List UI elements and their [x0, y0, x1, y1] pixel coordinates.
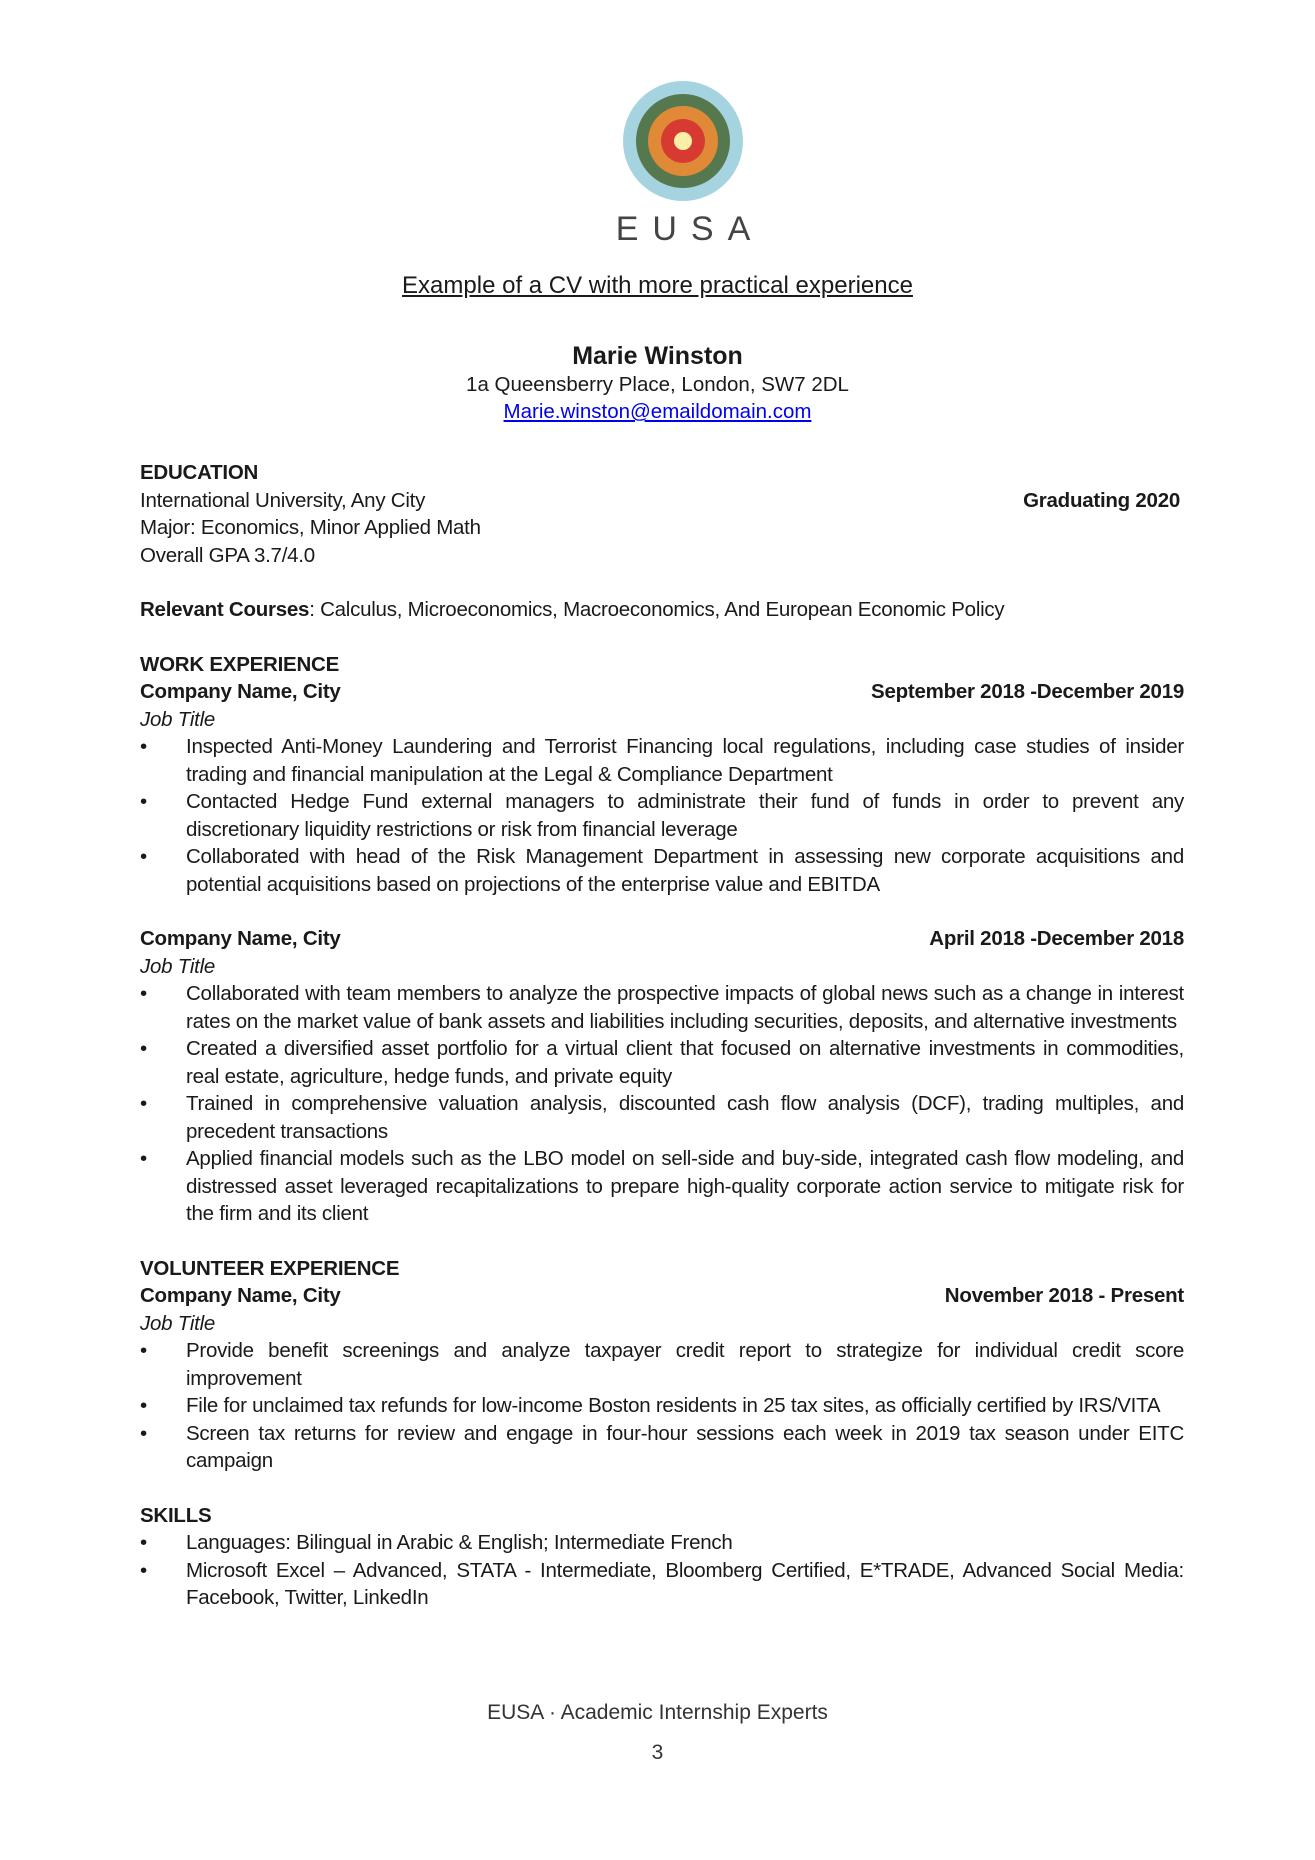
volunteer-heading: VOLUNTEER EXPERIENCE: [140, 1256, 400, 1280]
job-title: Job Title: [140, 954, 216, 978]
job-dates: September 2018 -December 2019: [871, 680, 1184, 703]
job-title: Job Title: [140, 1311, 216, 1335]
volunteer-bullets: [140, 1337, 1184, 1475]
candidate-name: Marie Winston: [572, 342, 743, 370]
work-heading: WORK EXPERIENCE: [140, 652, 339, 676]
list-item: • File for unclaimed tax refunds for low-income Boston residents in 25 tax sites, as officially certified by IRS/VITA: [140, 1392, 1184, 1420]
relevant-courses: [140, 596, 1184, 624]
email-link[interactable]: Marie.winston@emaildomain.com: [503, 400, 812, 423]
list-item: • Trained in comprehensive valuation analysis, discounted cash flow analysis (DCF), trading multiples, and precedent transactions: [140, 1090, 1184, 1145]
gpa: Overall GPA 3.7/4.0: [140, 543, 315, 567]
list-item: • Screen tax returns for review and engage in four-hour sessions each week in 2019 tax season under EITC campaign: [140, 1420, 1184, 1475]
list-item: • Inspected Anti-Money Laundering and Terrorist Financing local regulations, including case studies of insider trading and financial manipulation at the Legal & Compliance Department: [140, 733, 1184, 788]
job-header: [140, 925, 1184, 953]
list-item: • Collaborated with head of the Risk Management Department in assessing new corporate acquisitions and potential acquisitions based on projections of the enterprise value and EBITDA: [140, 843, 1184, 898]
job-dates: April 2018 -December 2018: [929, 927, 1184, 950]
education-row: [140, 487, 1184, 515]
list-item: • Collaborated with team members to analyze the prospective impacts of global news such as a change in interest rates on the market value of bank assets and liabilities including securities, deposits, and alternative investments: [140, 980, 1184, 1035]
job-bullets: [140, 980, 1184, 1228]
document-title: Example of a CV with more practical experience: [402, 272, 913, 299]
major: Major: Economics, Minor Applied Math: [140, 516, 481, 539]
job-bullets: [140, 733, 1184, 898]
candidate-address: 1a Queensberry Place, London, SW7 2DL: [466, 373, 849, 396]
education-heading: EDUCATION: [140, 461, 259, 484]
list-item: • Applied financial models such as the LBO model on sell-side and buy-side, integrated cash flow modeling, and distressed asset leveraged recapitalizations to prepare high-quality corporate action service to mitigate risk for the firm and its client: [140, 1145, 1184, 1228]
page-number: 3: [651, 1741, 664, 1764]
company: Company Name, City: [140, 680, 341, 703]
company: Company Name, City: [140, 1284, 341, 1307]
company: Company Name, City: [140, 927, 341, 950]
courses-list: : Calculus, Microeconomics, Macroeconomics, And European Economic Policy: [309, 598, 1005, 621]
list-item: • Created a diversified asset portfolio for a virtual client that focused on alternative investments in commodities, real estate, agriculture, hedge funds, and private equity: [140, 1035, 1184, 1090]
eusa-logo-icon: [623, 81, 743, 201]
list-item: • Languages: Bilingual in Arabic & English; Intermediate French: [140, 1529, 1184, 1557]
page-footer: EUSA · Academic Internship Experts: [487, 1701, 828, 1724]
list-item: • Microsoft Excel – Advanced, STATA - Intermediate, Bloomberg Certified, E*TRADE, Advanced Social Media: Facebook, Twitter, LinkedIn: [140, 1557, 1184, 1612]
logo-text: EUSA: [615, 210, 765, 248]
job-header: [140, 1282, 1184, 1310]
list-item: • Provide benefit screenings and analyze taxpayer credit report to strategize for individual credit score improvement: [140, 1337, 1184, 1392]
graduation-date: Graduating 2020: [1023, 488, 1180, 512]
courses-label: Relevant Courses: [140, 598, 310, 621]
job-header: [140, 678, 1184, 706]
university: International University, Any City: [140, 488, 426, 512]
skills-bullets: [140, 1529, 1184, 1612]
skills-heading: SKILLS: [140, 1503, 212, 1527]
candidate-email: [0, 400, 1315, 424]
list-item: • Contacted Hedge Fund external managers to administrate their fund of funds in order to prevent any discretionary liquidity restrictions or risk from financial leverage: [140, 788, 1184, 843]
cv-body: [140, 459, 1184, 1612]
job-title: Job Title: [140, 707, 216, 731]
job-dates: November 2018 - Present: [944, 1284, 1184, 1307]
